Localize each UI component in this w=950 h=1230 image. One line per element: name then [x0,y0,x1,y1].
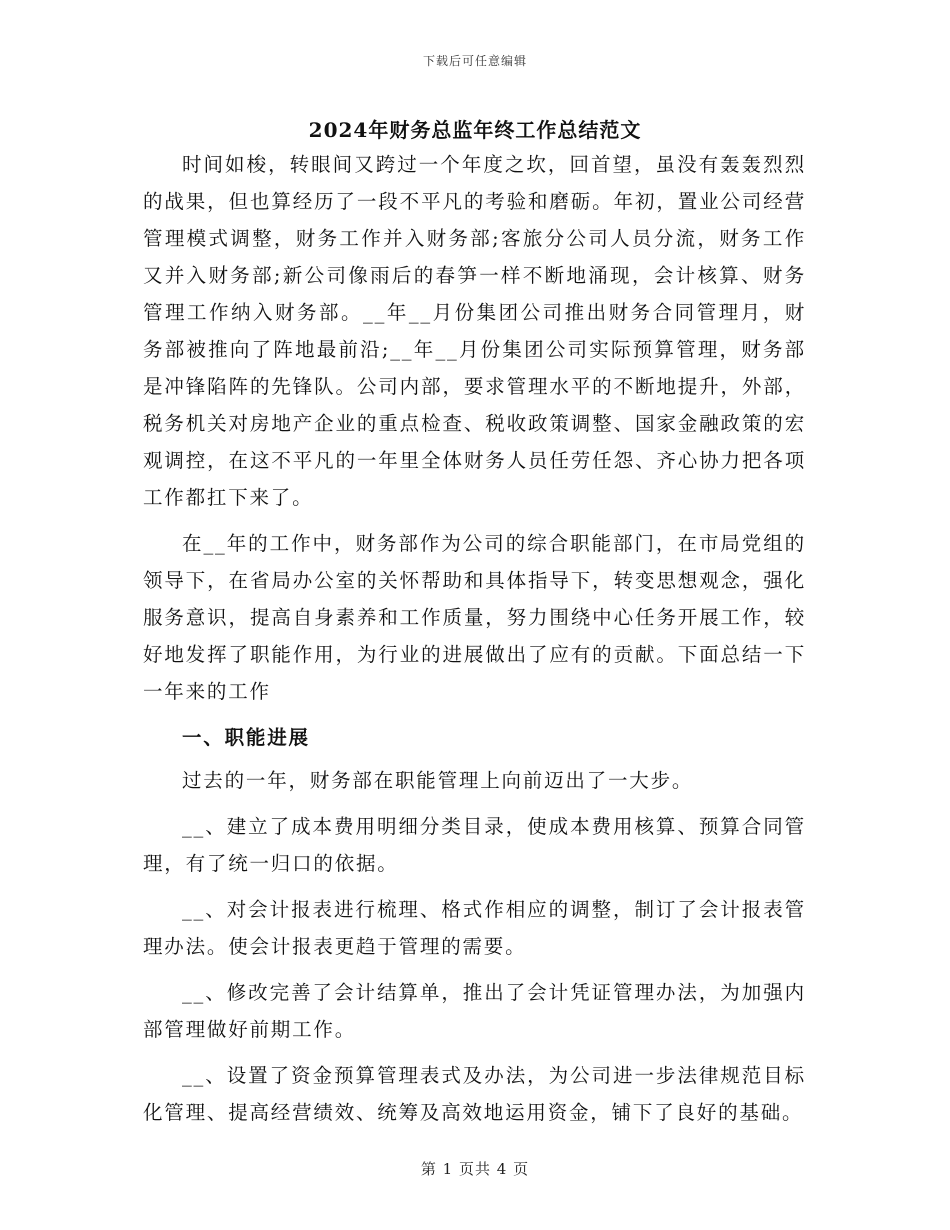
document-body [143,146,806,1140]
section-paragraph: __、修改完善了会计结算单，推出了会计凭证管理办法，为加强内部管理做好前期工作。 [143,981,806,1041]
section-paragraph: __、建立了成本费用明细分类目录，使成本费用核算、预算合同管理，有了统一归口的依据。 [143,815,806,875]
page-footer: 第 1 页共 4 页 [420,1160,530,1178]
paragraph-intro: 时间如梭，转眼间又跨过一个年度之坎，回首望，虽没有轰轰烈烈的战果，但也算经历了一段不平凡的考验和磨砺。年初，置业公司经营管理模式调整，财务工作并入财务部;客旅分公司人员分流，财务工作又并入财务部;新公司像雨后的春笋一样不断地涌现，会计核算、财务管理工作纳入财务部。__年__月份集团公司推出财务合同管理月，财务部被推向了阵地最前沿;__年__月份集团公司实际预算管理，财务部是冲锋陷阵的先锋队。公司内部，要求管理水平的不断地提升，外部，税务机关对房地产企业的重点检查、税收政策调整、国家金融政策的宏观调控，在这不平凡的一年里全体财务人员任劳任怨、齐心协力把各项工作都扛下来了。 [143,153,806,509]
paragraph-work-overview: 在__年的工作中，财务部作为公司的综合职能部门，在市局党组的领导下，在省局办公室的关怀帮助和具体指导下，转变思想观念，强化服务意识，提高自身素养和工作质量，努力围绕中心任务开展工作，较好地发挥了职能作用，为行业的进展做出了应有的贡献。下面总结一下一年来的工作 [143,532,806,703]
document-title: 2024年财务总监年终工作总结范文 [308,118,642,142]
section-paragraph: __、设置了资金预算管理表式及办法，为公司进一步法律规范目标化管理、提高经营绩效、统筹及高效地运用资金，铺下了良好的基础。 [143,1064,806,1124]
section-paragraph: __、对会计报表进行梳理、格式作相应的调整，制订了会计报表管理办法。使会计报表更趋于管理的需要。 [143,898,806,958]
section-paragraph: 过去的一年，财务部在职能管理上向前迈出了一大步。 [182,769,694,792]
section-heading: 一、职能进展 [182,726,310,749]
page-header: 下载后可任意编辑 [422,54,527,68]
